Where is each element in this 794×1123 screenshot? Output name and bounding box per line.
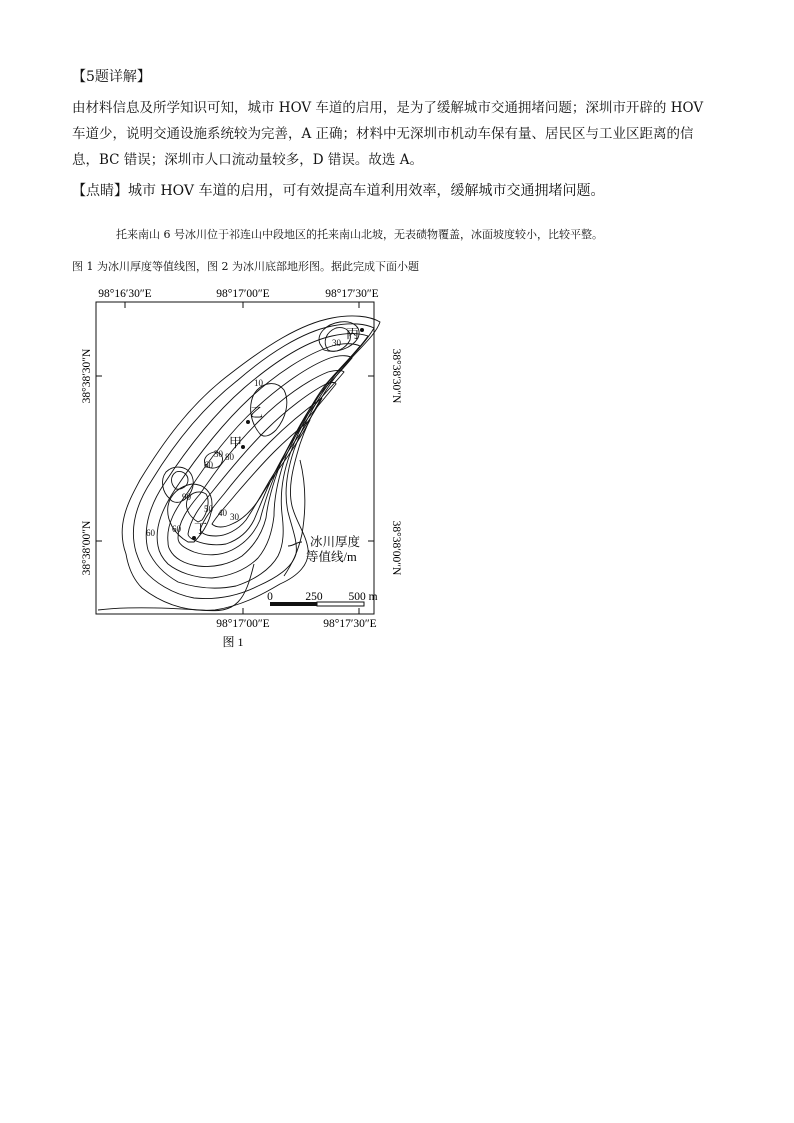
explanation-line-3: 息，BC 错误；深圳市人口流动量较多，D 错误。故选 A。 [72,152,423,168]
left-lat-label-2: 38°38′00″N [81,520,93,576]
point-ding-label: 丁 [194,521,208,536]
legend-line-sample [288,542,302,546]
legend-line-2: 等值线/m [306,550,357,564]
contour-label-90: 90 [182,492,191,502]
point-bing-label: 丙 [346,326,360,341]
point-ding-marker [192,536,196,540]
thickness-contours [98,316,380,611]
point-bing-marker [360,328,364,332]
contour-label-60-right: 60 [172,524,181,534]
map-frame [96,302,374,614]
point-jia-label: 甲 [229,435,243,450]
contour-label-30-mid: 30 [214,449,223,459]
contour-labels [146,338,342,538]
scale-label-250: 250 [305,591,323,603]
contour-label-30-top: 30 [332,338,341,348]
scale-label-500: 500 m [348,591,378,603]
contour-label-50: 50 [204,504,213,514]
glacier-thickness-map [70,284,410,654]
contour-label-80: 80 [225,452,234,462]
bottom-lon-label-2: 98°17′30″E [323,618,377,630]
question-intro-line-2: 图 1 为冰川厚度等值线图，图 2 为冰川底部地形图。据此完成下面小题 [72,260,419,273]
bottom-lon-label-1: 98°17′00″E [216,618,270,630]
right-lat-label-2: 38°38′00″N [390,520,402,576]
explanation-line-2: 车道少，说明交通设施系统较为完善，A 正确；材料中无深圳市机动车保有量、居民区与工业区距离的信 [72,126,694,142]
left-lat-label-1: 38°38′30″N [81,348,93,404]
section-heading: 【5题详解】 [72,69,151,85]
figure-caption: 图 1 [222,635,244,649]
contour-label-60: 60 [204,460,213,470]
point-yi-marker [246,420,250,424]
key-point-note: 【点睛】城市 HOV 车道的启用，可有效提高车道利用效率，缓解城市交通拥堵问题。 [72,183,605,199]
top-lon-label-1: 98°16′30″E [98,288,152,300]
scale-label-0: 0 [267,591,273,603]
explanation-line-1: 由材料信息及所学知识可知，城市 HOV 车道的启用，是为了缓解城市交通拥堵问题；深圳市开辟的 HOV [72,100,704,116]
top-lon-label-3: 98°17′30″E [325,288,379,300]
point-yi-label: 乙 [250,405,264,420]
question-intro-line-1: 托来南山 6 号冰川位于祁连山中段地区的托来南山北坡，无表碛物覆盖，冰面坡度较小，比较平整。 [116,228,603,241]
axis-ticks [96,302,374,614]
contour-label-40: 40 [218,508,227,518]
contour-label-30-low: 30 [230,512,239,522]
top-lon-label-2: 98°17′00″E [216,288,270,300]
legend-line-1: 冰川厚度 [310,535,361,549]
right-lat-label-1: 38°38′30″N [390,348,402,404]
contour-label-10: 10 [254,378,263,388]
contour-label-60-left: 60 [146,528,155,538]
